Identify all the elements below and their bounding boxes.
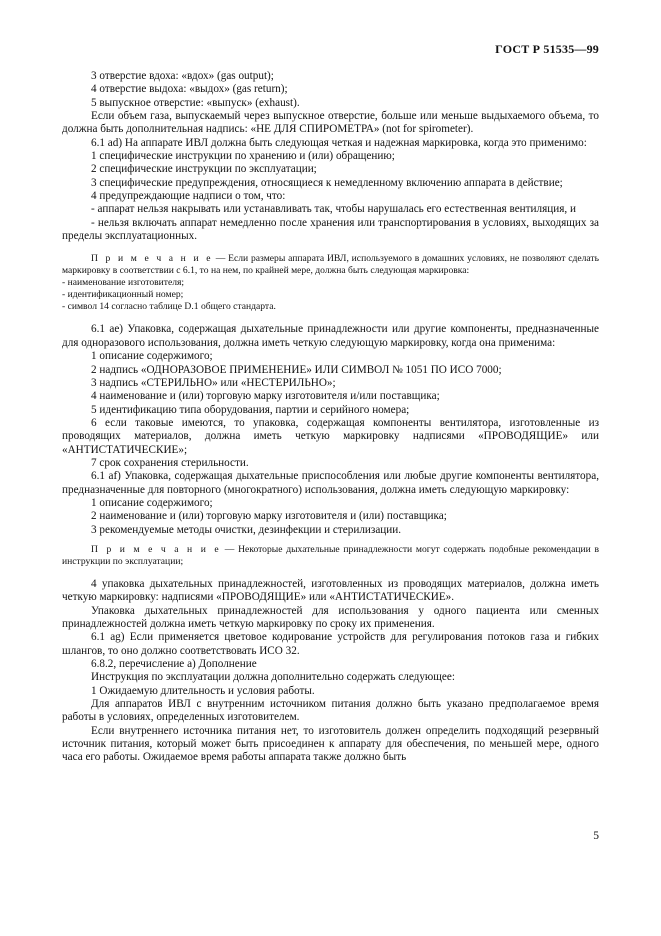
paragraph: 6.8.2, перечисление а) Дополнение — [91, 658, 257, 671]
paragraph: - аппарат нельзя накрывать или устанавливать так, чтобы нарушалась его естественная вентиляция, и — [91, 203, 576, 216]
paragraph: Для аппаратов ИВЛ с внутренним источником питания должно быть указано предполагаемое время работы в условиях, определенных изготовителем. — [62, 698, 599, 724]
paragraph: - нельзя включать аппарат немедленно после хранения или транспортирования в условиях, выходящих за пределы эксплуатационных. — [62, 216, 599, 243]
paragraph: Инструкция по эксплуатации должна дополнительно содержать следующее: — [91, 671, 455, 684]
paragraph: 3 надпись «СТЕРИЛЬНО» или «НЕСТЕРИЛЬНО»; — [91, 376, 336, 389]
paragraph: 6.1 ae) Упаковка, содержащая дыхательные принадлежности или другие компоненты, предназначенные для одноразового использования, должна иметь четкую следующую маркировку, когда она применима: — [62, 323, 599, 349]
standard-header: ГОСТ Р 51535—99 — [495, 42, 599, 56]
paragraph: 4 предупреждающие надписи о том, что: — [91, 190, 286, 203]
paragraph: 3 специфические предупреждения, относящиеся к немедленному включению аппарата в действие; — [91, 176, 563, 189]
note-2 — [62, 544, 599, 568]
paragraph: Если внутреннего источника питания нет, то изготовитель должен определить подходящий резервный источник питания, который может быть присоединен к аппарату для обеспечения, по меньшей мере, одного часа его работы. Ожидаемое время работы аппарата также должно быть — [62, 724, 599, 764]
paragraph: 1 Ожидаемую длительность и условия работы. — [91, 684, 315, 697]
paragraph: 4 отверстие выдоха: «выдох» (gas return); — [91, 83, 288, 96]
paragraph: 2 надпись «ОДНОРАЗОВОЕ ПРИМЕНЕНИЕ» ИЛИ СИМВОЛ № 1051 ПО ИСО 7000; — [91, 363, 502, 376]
paragraph: 3 рекомендуемые методы очистки, дезинфекции и стерилизации. — [91, 523, 402, 536]
note-item: - символ 14 согласно таблице D.1 общего стандарта. — [62, 301, 276, 313]
paragraph: 5 выпускное отверстие: «выпуск» (exhaust). — [91, 96, 300, 109]
paragraph: 1 описание содержимого; — [91, 496, 213, 509]
paragraph: 6.1 ag) Если применяется цветовое кодирование устройств для регулирования потоков газа и гибких шлангов, то оно должно соответствовать ИСО 32. — [62, 631, 599, 657]
paragraph: 1 описание содержимого; — [91, 350, 213, 363]
paragraph: 2 наименование и (или) торговую марку изготовителя и (или) поставщика; — [91, 510, 447, 523]
note-text: — Если размеры аппарата ИВЛ, используемого в домашних условиях, не позволяют сделать маркировку в соответствии с 6.1, то на нем, по крайней мере, должна быть следующая маркировка: — [62, 253, 599, 277]
paragraph: Упаковка дыхательных принадлежностей для использования у одного пациента или сменных принадлежностей должна иметь четкую маркировку по сроку их применения. — [62, 604, 599, 630]
paragraph: 6.1 ad) На аппарате ИВЛ должна быть следующая четкая и надежная маркировка, когда это применимо: — [91, 136, 587, 149]
paragraph: 6.1 af) Упаковка, содержащая дыхательные приспособления или любые другие компоненты вентилятора, предназначенные для повторного (многократного) использования, должна иметь следующую маркировку: — [62, 470, 599, 496]
paragraph: 2 специфические инструкции по эксплуатации; — [91, 163, 317, 176]
note-label: П р и м е ч а н и е — [91, 253, 213, 265]
note-paragraph — [62, 544, 599, 568]
note-item: - наименование изготовителя; — [62, 277, 185, 289]
note-item: - идентификационный номер; — [62, 289, 184, 301]
paragraph: 5 идентификацию типа оборудования, партии и серийного номера; — [91, 403, 410, 416]
note-label: П р и м е ч а н и е — [91, 543, 222, 555]
paragraph: 1 специфические инструкции по хранению и (или) обращению; — [91, 150, 395, 163]
page-body — [62, 70, 599, 765]
paragraph: Если объем газа, выпускаемый через выпускное отверстие, больше или меньше выдыхаемого объема, то должна быть дополнительная надпись: «НЕ ДЛЯ СПИРОМЕТРА» (not for spirometer). — [62, 110, 599, 136]
paragraph: 6 если таковые имеются, то упаковка, содержащая компоненты вентилятора, изготовленные из проводящих материалов, должна иметь четкую маркировку надписями «ПРОВОДЯЩИЕ» или «АНТИСТАТИЧЕСКИЕ»; — [62, 416, 599, 456]
page-number: 5 — [593, 830, 599, 842]
note-text: — Некоторые дыхательные принадлежности могут содержать подобные рекомендации в инструкции по эксплуатации; — [62, 543, 599, 567]
note-1 — [62, 253, 599, 313]
note-paragraph — [62, 253, 599, 277]
paragraph: 3 отверстие вдоха: «вдох» (gas output); — [91, 70, 274, 82]
paragraph: 4 наименование и (или) торговую марку изготовителя и/или поставщика; — [91, 390, 440, 403]
paragraph: 7 срок сохранения стерильности. — [91, 456, 249, 469]
paragraph: 4 упаковка дыхательных принадлежностей, изготовленных из проводящих материалов, должна иметь четкую маркировку: надписями «ПРОВОДЯЩИЕ» или «АНТИСТАТИЧЕСКИЕ». — [62, 577, 599, 604]
